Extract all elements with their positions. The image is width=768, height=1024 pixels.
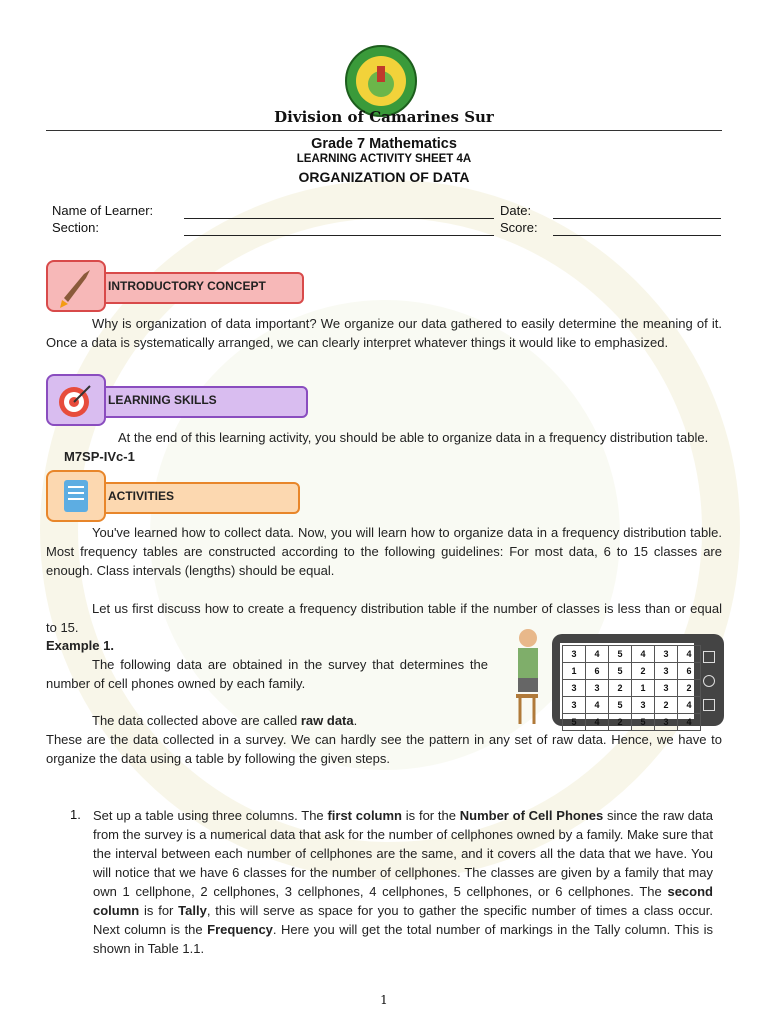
raw-data-cell: 5 xyxy=(609,663,632,680)
intro-banner-label: INTRODUCTORY CONCEPT xyxy=(108,279,266,293)
raw-data-cell: 1 xyxy=(563,663,586,680)
division-title: Division of Camarines Sur xyxy=(274,108,494,126)
phone-menu-icon xyxy=(703,699,715,711)
name-field[interactable] xyxy=(184,218,494,219)
raw-data-cell: 2 xyxy=(678,680,701,697)
raw-data-row xyxy=(563,663,701,680)
raw-data-cell: 3 xyxy=(655,646,678,663)
raw-data-row xyxy=(563,714,701,731)
target-icon xyxy=(46,374,106,426)
teacher-illustration xyxy=(502,626,552,726)
score-label: Score: xyxy=(500,220,538,235)
raw-data-cell: 5 xyxy=(609,646,632,663)
raw-data-cell: 4 xyxy=(586,714,609,731)
raw-data-cell: 2 xyxy=(609,680,632,697)
raw-data-cell: 3 xyxy=(655,663,678,680)
skills-paragraph xyxy=(64,428,724,466)
raw-data-cell: 4 xyxy=(678,697,701,714)
raw-data-cell: 6 xyxy=(678,663,701,680)
raw-data-cell: 2 xyxy=(655,697,678,714)
raw-data-row xyxy=(563,697,701,714)
page-number: 1 xyxy=(380,993,388,1007)
raw-data-table xyxy=(562,645,701,731)
topic-title: ORGANIZATION OF DATA xyxy=(298,169,470,185)
date-field[interactable] xyxy=(553,218,721,219)
skills-banner-label: LEARNING SKILLS xyxy=(108,393,217,407)
clipboard-icon xyxy=(46,470,106,522)
section-label: Section: xyxy=(52,220,99,235)
raw-data-cell: 6 xyxy=(586,663,609,680)
raw-data-cell: 3 xyxy=(655,680,678,697)
raw-data-cell: 3 xyxy=(655,714,678,731)
raw-data-term: raw data xyxy=(300,713,354,728)
intro-paragraph: Why is organization of data important? We organize our data gathered to easily determine the meaning of it. Once a data is systematically arranged, we can clearly interpret whatever things it would like to emphasized. xyxy=(46,316,722,350)
raw-data-cell: 5 xyxy=(563,714,586,731)
sheet-title: LEARNING ACTIVITY SHEET 4A xyxy=(296,153,472,165)
date-label: Date: xyxy=(500,203,532,218)
step-number: 1. xyxy=(70,807,81,822)
name-label: Name of Learner: xyxy=(52,203,154,218)
raw-data-row xyxy=(563,646,701,663)
score-field[interactable] xyxy=(553,235,721,236)
raw-data-paragraph-b: These are the data collected in a survey. We can hardly see the pattern in any set of raw data. Hence, we have to organize the data using a table by following the given steps. xyxy=(46,732,722,766)
phone-back-icon xyxy=(703,651,715,663)
intro-banner xyxy=(46,260,306,308)
activities-paragraph-2: Let us first discuss how to create a frequency distribution table if the number of classes is less than or equal to 15. xyxy=(46,601,722,635)
raw-data-row xyxy=(563,680,701,697)
activities-banner-label: ACTIVITIES xyxy=(108,489,175,503)
skills-text: At the end of this learning activity, you should be able to organize data in a frequency distribution table. xyxy=(118,430,709,445)
raw-data-cell: 5 xyxy=(609,697,632,714)
raw-data-cell: 5 xyxy=(632,714,655,731)
header-divider xyxy=(46,130,722,131)
grade-title: Grade 7 Mathematics xyxy=(311,136,457,152)
activities-paragraph-1: You've learned how to collect data. Now, you will learn how to organize data in a frequency distribution table. Most frequency tables are constructed according to the following guidelines: For most data, 6 to 15 classes are enough. Class intervals (lengths) should be equal. xyxy=(46,525,722,578)
raw-data-cell: 3 xyxy=(586,680,609,697)
example-paragraph: The following data are obtained in the survey that determines the number of cell phones owned by each family. xyxy=(46,657,488,691)
section-field[interactable] xyxy=(184,235,494,236)
division-seal-logo xyxy=(344,44,418,118)
example-label: Example 1. xyxy=(46,638,114,653)
raw-data-cell: 4 xyxy=(632,646,655,663)
activities-banner xyxy=(46,470,302,518)
raw-data-cell: 4 xyxy=(678,714,701,731)
step-1-paragraph: Set up a table using three columns. The first column is for the Number of Cell Phones since the raw data from the survey is a numerical data that ask for the number of cellphones owned by a family. Make sure that the interval between each number of cellphones are the same, and it covers all the data that we have. You will notice that we have 6 classes for the number of cellphones. The classes are given by a family that may own 1 cellphone, 2 cellphones, 3 cellphones, 4 cellphones, 5 cellphones, or 6 cellphones. The second column is for Tally, this will serve as space for you to gather the specific number of times a class occur. Next column is the Frequency. Here you will get the total number of markings in the Tally column. This is shown in Table 1.1. xyxy=(93,808,714,956)
skills-code: M7SP-IVc-1 xyxy=(64,449,135,464)
raw-data-cell: 3 xyxy=(632,697,655,714)
raw-data-cell: 2 xyxy=(609,714,632,731)
raw-data-cell: 3 xyxy=(563,646,586,663)
raw-data-cell: 3 xyxy=(563,680,586,697)
raw-data-cell: 4 xyxy=(586,697,609,714)
raw-data-cell: 4 xyxy=(678,646,701,663)
raw-data-cell: 2 xyxy=(632,663,655,680)
raw-data-cell: 4 xyxy=(586,646,609,663)
raw-data-paragraph-a: The data collected above are called raw data. xyxy=(92,713,358,728)
rocket-icon xyxy=(46,260,106,312)
raw-data-cell: 1 xyxy=(632,680,655,697)
raw-data-cell: 3 xyxy=(563,697,586,714)
skills-banner xyxy=(46,374,308,422)
phone-home-icon xyxy=(703,675,715,687)
